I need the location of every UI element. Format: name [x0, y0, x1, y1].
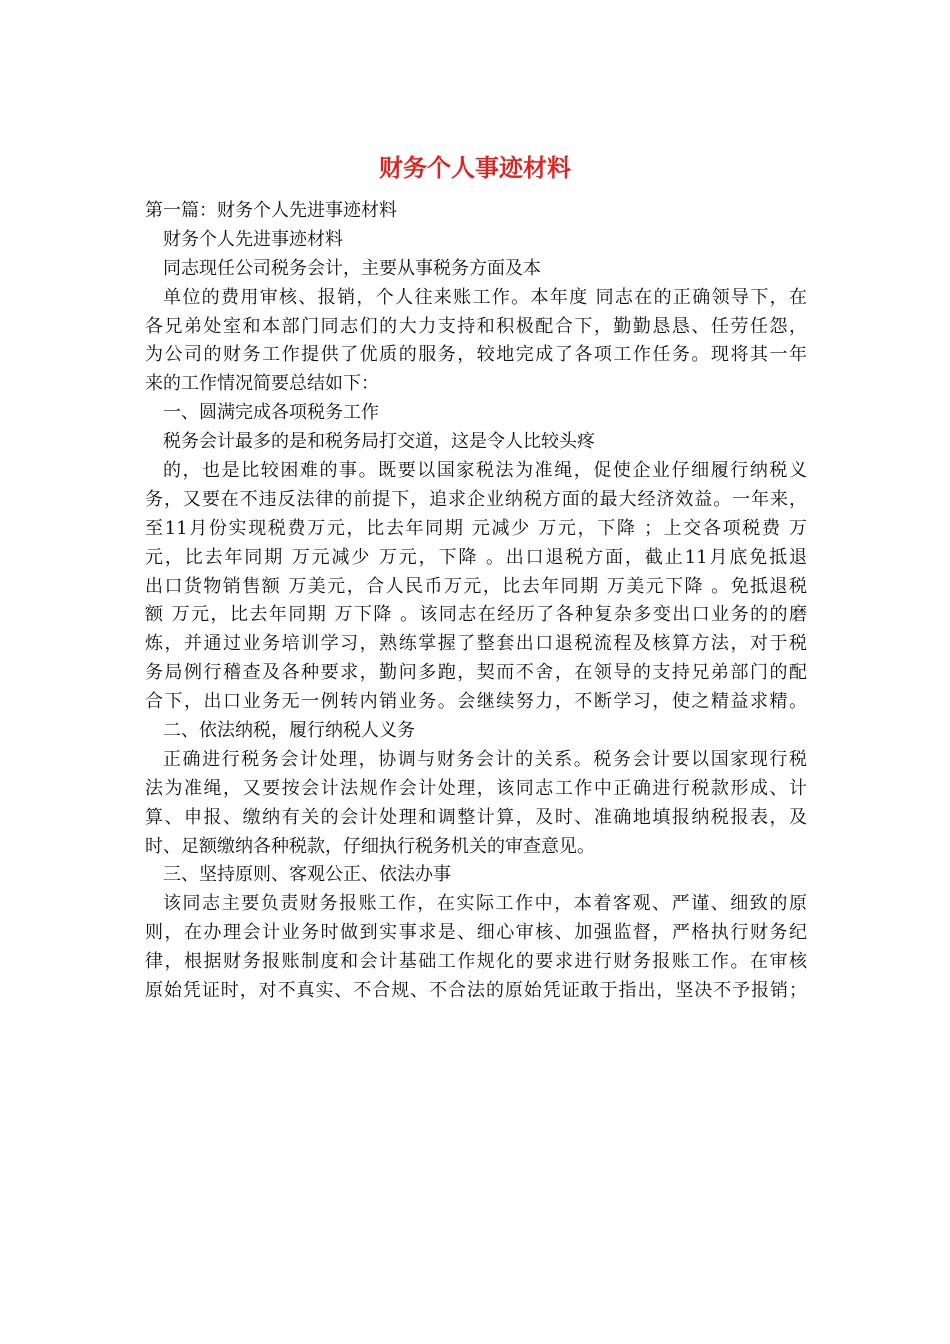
body-line: 则，在办理会计业务时做到实事求是、细心审核、加强监督，严格执行财务纪	[145, 922, 807, 944]
section-heading: 三、坚持原则、客观公正、依法办事	[163, 864, 451, 886]
body-line: 为公司的财务工作提供了优质的服务，较地完成了各项工作任务。现将其一年	[145, 344, 807, 366]
body-line: 出口货物销售额 万美元，合人民币万元，比去年同期 万美元下降 。免抵退税	[145, 575, 807, 597]
body-line: 正确进行税务会计处理，协调与财务会计的关系。税务会计要以国家现行税	[163, 748, 807, 770]
body-line: 各兄弟处室和本部门同志们的大力支持和积极配合下，勤勤恳恳、任劳任怨，	[145, 315, 807, 337]
body-line: 来的工作情况简要总结如下：	[145, 373, 379, 395]
body-line: 额 万元，比去年同期 万下降 。该同志在经历了各种复杂多变出口业务的的磨	[145, 604, 807, 626]
body-line: 务，又要在不违反法律的前提下，追求企业纳税方面的最大经济效益。一年来，	[145, 488, 807, 510]
body-line: 原始凭证时，对不真实、不合规、不合法的原始凭证敢于指出，坚决不予报销；	[145, 980, 807, 1002]
body-line: 律，根据财务报账制度和会计基础工作规化的要求进行财务报账工作。在审核	[145, 951, 807, 973]
body-line: 财务个人先进事迹材料	[163, 228, 343, 250]
body-line: 的，也是比较困难的事。既要以国家税法为准绳，促使企业仔细履行纳税义	[163, 460, 807, 482]
document-title: 财务个人事迹材料	[379, 153, 571, 182]
body-line: 炼，并通过业务培训学习，熟练掌握了整套出口退税流程及核算方法，对于税	[145, 633, 807, 655]
body-line: 务局例行稽查及各种要求，勤问多跑，契而不舍，在领导的支持兄弟部门的配	[145, 662, 807, 684]
section-heading: 二、依法纳税，履行纳税人义务	[163, 720, 415, 742]
body-line: 税务会计最多的是和税务局打交道，这是令人比较头疼	[163, 431, 595, 453]
body-line: 元，比去年同期 万元减少 万元，下降 。出口退税方面，截止11月底免抵退	[145, 546, 807, 568]
body-line: 合下，出口业务无一例转内销业务。会继续努力，不断学习，使之精益求精。	[145, 691, 807, 713]
body-line: 单位的费用审核、报销，个人往来账工作。本年度 同志在的正确领导下，在	[163, 286, 807, 308]
body-line: 该同志主要负责财务报账工作，在实际工作中，本着客观、严谨、细致的原	[163, 893, 807, 915]
body-line: 时、足额缴纳各种税款，仔细执行税务机关的审查意见。	[145, 835, 595, 857]
body-line: 法为准绳，又要按会计法规作会计处理，该同志工作中正确进行税款形成、计	[145, 777, 807, 799]
body-line: 至11月份实现税费万元，比去年同期 元减少 万元，下降 ；上交各项税费 万	[145, 517, 807, 539]
document-body	[145, 197, 807, 1006]
body-line: 第一篇：财务个人先进事迹材料	[145, 200, 397, 221]
section-heading: 一、圆满完成各项税务工作	[163, 402, 379, 424]
body-line: 算、申报、缴纳有关的会计处理和调整计算，及时、准确地填报纳税报表，及	[145, 806, 807, 828]
body-line: 同志现任公司税务会计，主要从事税务方面及本	[163, 257, 541, 279]
